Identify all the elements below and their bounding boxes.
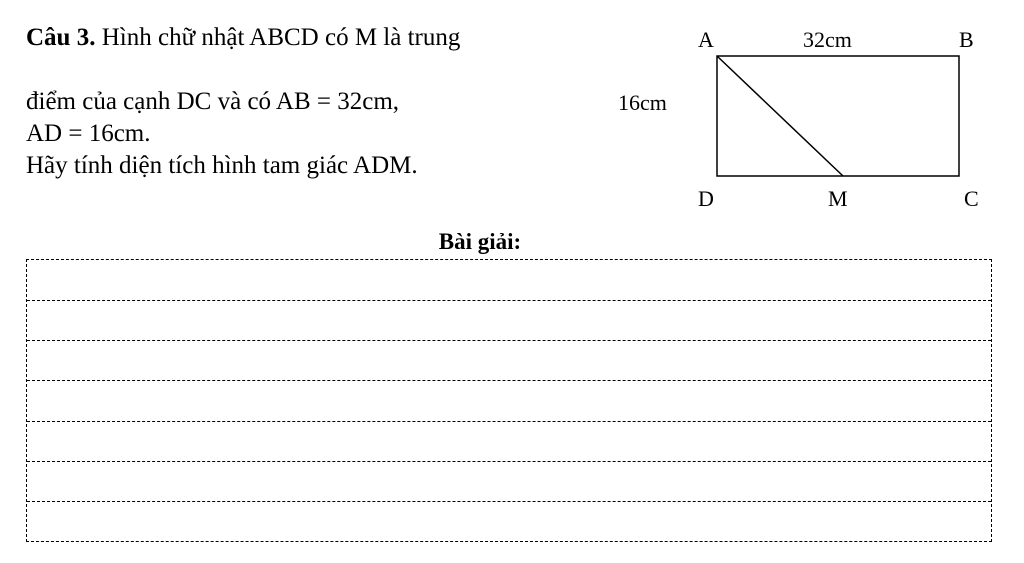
length-label-ad: 16cm (618, 90, 667, 115)
vertex-label-d: D (698, 186, 714, 211)
answer-ruled-line (27, 300, 991, 301)
vertex-label-a: A (698, 27, 714, 52)
answer-ruled-line (27, 461, 991, 462)
segment-am (717, 56, 843, 176)
problem-text-1: Hình chữ nhật ABCD có M là trung (95, 24, 461, 51)
problem-line-2: điểm của cạnh DC và có AB = 32cm, (26, 88, 400, 115)
question-number: Câu 3. (26, 24, 96, 51)
solution-title: Bài giải: (438, 229, 522, 254)
geometry-diagram (600, 20, 1010, 220)
problem-line-1 (26, 22, 606, 54)
blank-line (26, 54, 606, 86)
problem-line-3: AD = 16cm. (26, 120, 151, 147)
vertex-label-c: C (964, 186, 979, 211)
point-label-m: M (828, 186, 848, 211)
answer-ruled-line (27, 380, 991, 381)
rectangle-abcd (717, 56, 959, 176)
answer-ruled-line (27, 501, 991, 502)
problem-line-4: Hãy tính diện tích hình tam giác ADM. (26, 152, 418, 179)
answer-box[interactable] (26, 259, 992, 542)
problem-statement (26, 22, 606, 182)
answer-ruled-line (27, 340, 991, 341)
answer-ruled-line (27, 421, 991, 422)
vertex-label-b: B (959, 27, 974, 52)
rectangle-figure (600, 20, 1010, 220)
length-label-ab: 32cm (803, 27, 852, 52)
